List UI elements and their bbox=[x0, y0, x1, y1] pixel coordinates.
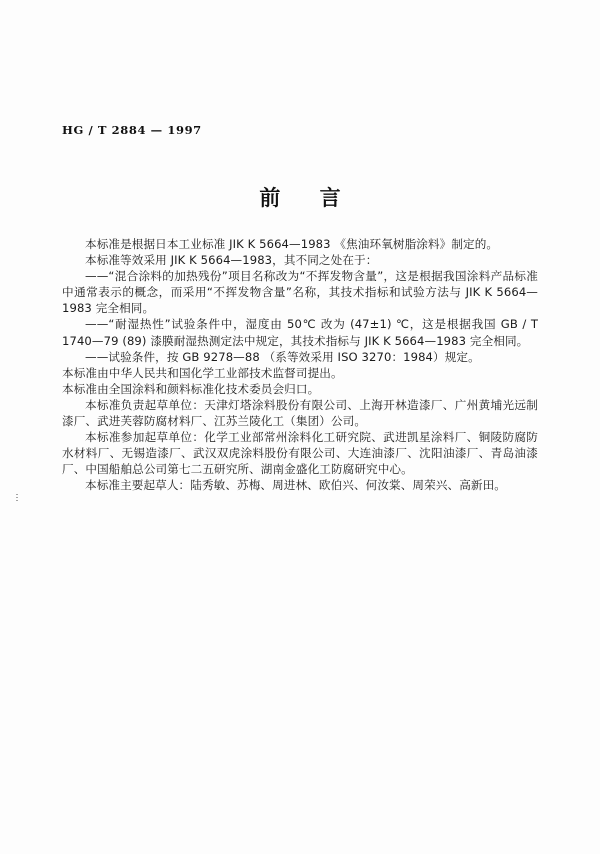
paragraph: ——“混合涂料的加热残份”项目名称改为“不挥发物含量”，这是根据我国涂料产品标准中通常表示的概念，而采用“不挥发物含量”名称，其技术指标和试验方法与 JIK K 5664—1983 完全相同。 bbox=[62, 269, 538, 316]
paragraph: 本标准主要起草人：陆秀敏、苏梅、周进林、欧伯兴、何汝棠、周荣兴、高新田。 bbox=[85, 478, 506, 493]
paragraph: 本标准由中华人民共和国化学工业部技术监督司提出。 bbox=[62, 365, 343, 380]
paragraph: ——“耐湿热性”试验条件中，湿度由 50℃ 改为 (47±1) ℃，这是根据我国 GB / T 1740—79 (89) 漆膜耐湿热测定法中规定，其技术指标与 JIK K 5664—1983 完全相同。 bbox=[62, 317, 538, 348]
scan-artifact-speck bbox=[16, 494, 18, 503]
paragraph: ——试验条件，按 GB 9278—88 （系等效采用 ISO 3270：1984）规定。 bbox=[85, 349, 480, 364]
paragraph: 本标准由全国涂料和颜料标准化技术委员会归口。 bbox=[62, 381, 320, 396]
paragraph: 本标准是根据日本工业标准 JIK K 5664—1983 《焦油环氧树脂涂料》制定的。 bbox=[85, 237, 499, 251]
paragraph: 本标准等效采用 JIK K 5664—1983，其不同之处在于： bbox=[85, 253, 378, 268]
standard-number-header: HG / T 2884 — 1997 bbox=[62, 123, 202, 137]
page-title: 前 言 bbox=[259, 186, 357, 210]
paragraph: 本标准参加起草单位：化学工业部常州涂料化工研究院、武进凯星涂料厂、铜陵防腐防水材料厂、无锡造漆厂、武汉双虎涂料股份有限公司、大连油漆厂、沈阳油漆厂、青岛油漆厂、中国船舶总公司第七二五研究所、湖南金盛化工防腐研究中心。 bbox=[62, 430, 538, 477]
foreword-body bbox=[62, 236, 538, 494]
paragraph: 本标准负责起草单位：天津灯塔涂料股份有限公司、上海开林造漆厂、广州黄埔光远制漆厂、武进芙蓉防腐材料厂、江苏兰陵化工（集团）公司。 bbox=[62, 397, 538, 429]
